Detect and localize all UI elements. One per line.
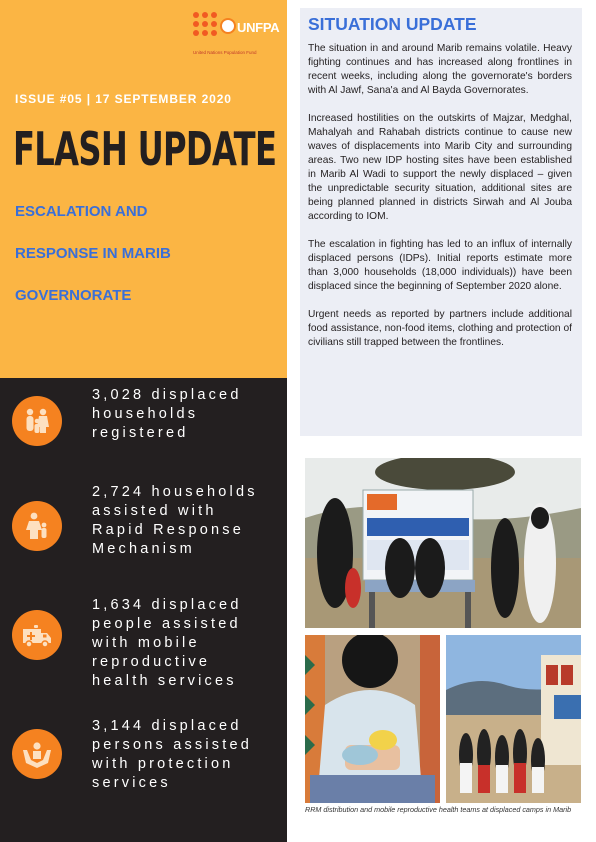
family-icon: [12, 396, 62, 446]
paragraph: Increased hostilities on the outskirts of Majzar, Medghal, Mahalyah and Rahabah districts continue to cause new waves of displacements into Marib City and surrounding areas. Two new IDP hosting sites have been established in Marib Al Wadi to support the newly displaced – given the unpredictable security situation, additional sites are being planned planned in districts Sirwah and Al Jouba according to IOM.: [308, 113, 572, 222]
unfpa-logo: [193, 10, 283, 64]
paragraph: The situation in and around Marib remains volatile. Heavy fighting continues and has increased along frontlines in recent weeks, including along the governorate's borders with Al Jawf, Sana'a and Al Bayda Governorates.: [308, 43, 572, 96]
paragraph: The escalation in fighting has led to an influx of internally displaced persons (IDPs). Initial reports estimate more than 3,000 households (18,000 individuals)) have been displaced since the beginning of September 2020 alone.: [308, 239, 572, 292]
stat-text: 1,634 displaced people assisted with mobile reproductive health services: [92, 597, 242, 689]
subtitle-line-3: GOVERNORATE: [15, 287, 132, 304]
logo-tagline: United Nations Population Fund: [193, 50, 257, 55]
situation-body: [308, 42, 572, 364]
logo-text: UNFPA: [237, 20, 280, 35]
mother-child-icon: [12, 501, 62, 551]
subtitle-line-2: RESPONSE IN MARIB: [15, 245, 171, 262]
photo-caption: RRM distribution and mobile reproductive health teams at displaced camps in Marib: [305, 805, 572, 814]
situation-title: SITUATION UPDATE: [308, 14, 477, 34]
photo-mobile-health-team: [305, 635, 440, 803]
protection-hands-icon: [12, 729, 62, 779]
globe-icon: [220, 18, 236, 34]
stat-text: 3,028 displaced households registered: [92, 387, 242, 441]
stats-panel: [0, 378, 287, 842]
stat-text: 2,724 households assisted with Rapid Response Mechanism: [92, 484, 258, 557]
header-panel: [0, 0, 287, 378]
paragraph: Urgent needs as reported by partners include additional food assistance, non-food items, clothing and protection of civilians still trapped between the frontlines.: [308, 309, 572, 348]
left-column: [0, 0, 287, 842]
ambulance-icon: [12, 610, 62, 660]
page-title: FLASH UPDATE: [13, 122, 277, 176]
stat-text: 3,144 displaced persons assisted with protection services: [92, 718, 253, 791]
photo-displaced-camp: [446, 635, 581, 803]
subtitle-line-1: ESCALATION AND: [15, 203, 148, 220]
photo-rrm-distribution: [305, 458, 581, 628]
issue-date: ISSUE #05 | 17 SEPTEMBER 2020: [15, 92, 232, 106]
situation-update-panel: [300, 8, 582, 436]
